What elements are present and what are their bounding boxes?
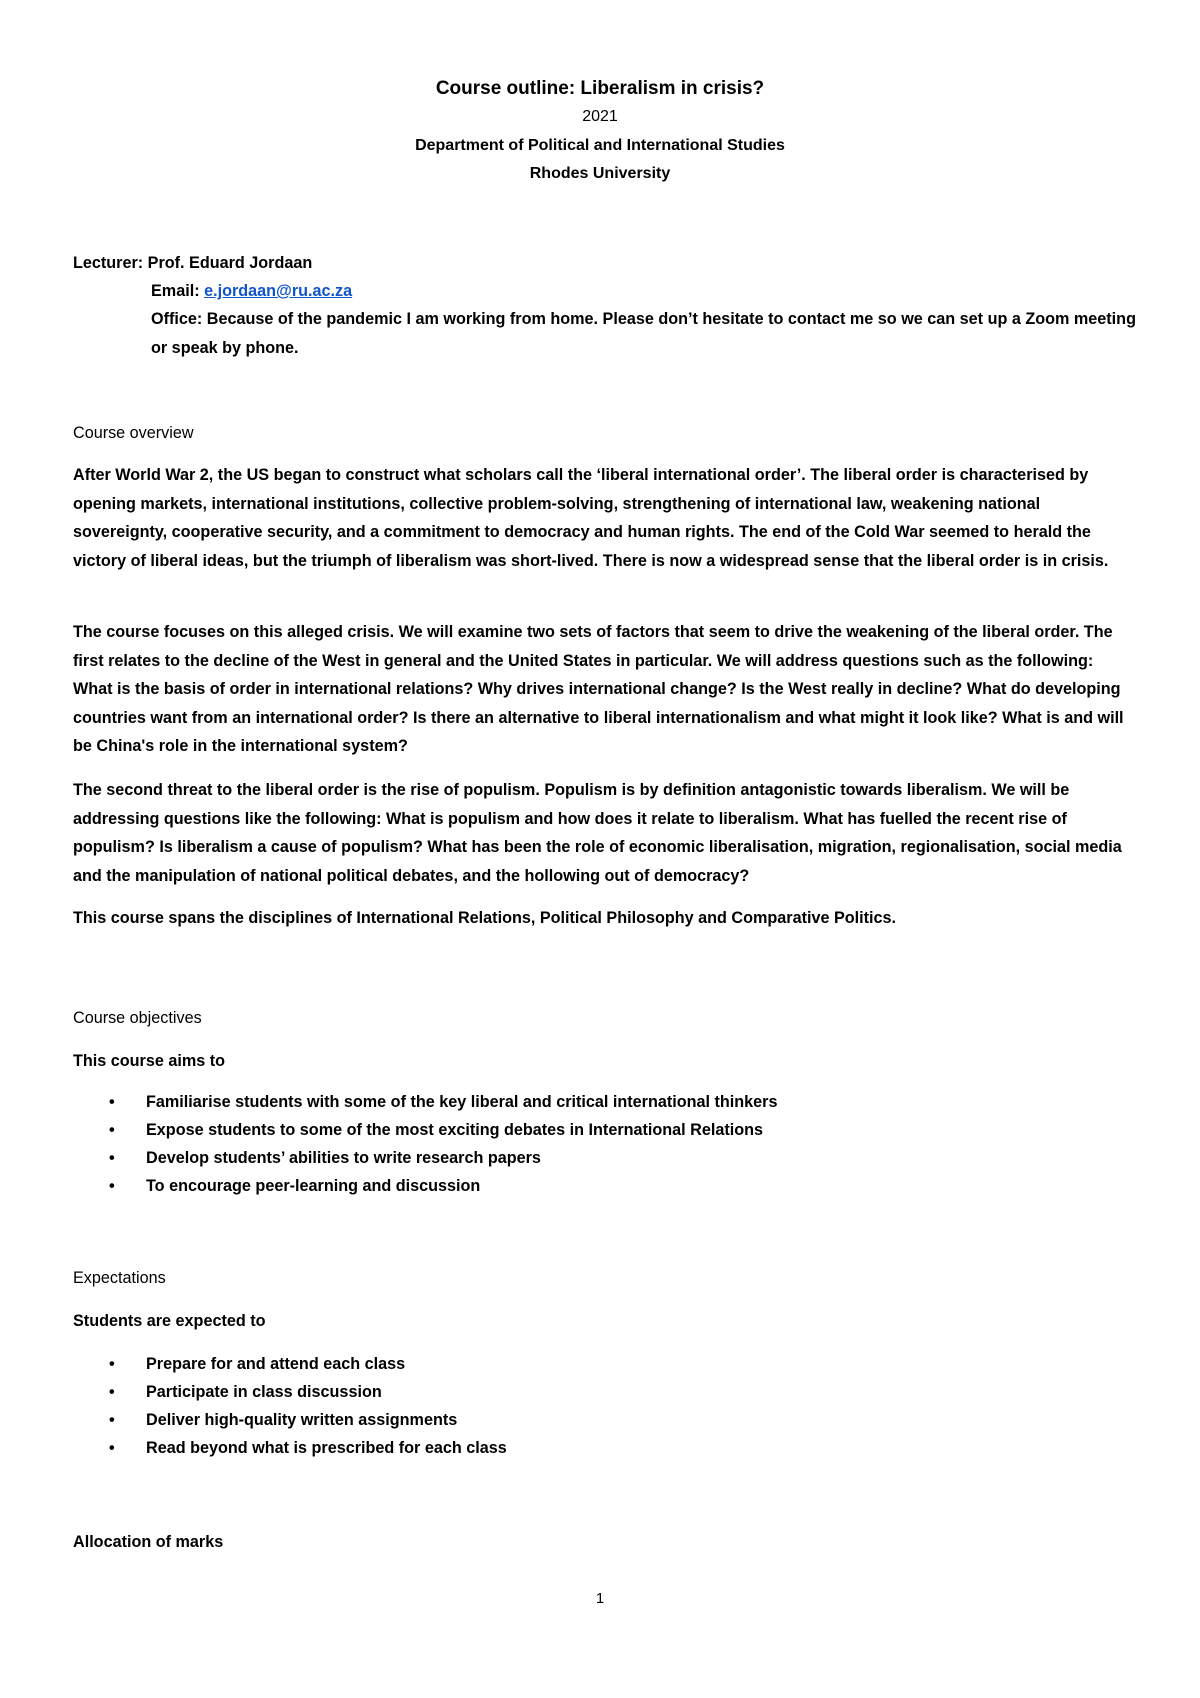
list-item: • To encourage peer-learning and discussion xyxy=(73,1172,1135,1200)
email-line xyxy=(151,277,1141,306)
bullet-icon: • xyxy=(109,1121,115,1139)
course-objectives-heading: Course objectives xyxy=(73,1009,202,1027)
list-item: • Develop students’ abilities to write research papers xyxy=(73,1144,1135,1172)
overview-paragraph: This course spans the disciplines of International Relations, Political Philosophy and Comparative Politics. xyxy=(73,909,897,927)
list-item: • Prepare for and attend each class xyxy=(73,1350,1135,1378)
overview-paragraph: The second threat to the liberal order is the rise of populism. Populism is by definition antagonistic towards liberalism. We will be addressing questions like the following: What is populism and how does it relate to liberalism. What has fuelled the recent rise of populism? Is liberalism a cause of populism? What has been the role of economic liberalisation, migration, regionalisation, social media and the manipulation of national political debates, and the hollowing out of democracy? xyxy=(73,781,1122,885)
expectations-heading: Expectations xyxy=(73,1269,166,1287)
bullet-icon: • xyxy=(109,1177,115,1195)
page-title: Course outline: Liberalism in crisis? xyxy=(435,78,765,99)
department-name: Department of Political and International Studies xyxy=(415,137,785,154)
bullet-icon: • xyxy=(109,1411,115,1429)
list-item: • Expose students to some of the most exciting debates in International Relations xyxy=(73,1116,1135,1144)
course-year: 2021 xyxy=(582,108,618,125)
objectives-list xyxy=(73,1088,1135,1200)
email-label: Email: xyxy=(151,282,205,300)
university-name: Rhodes University xyxy=(529,165,671,182)
list-item: • Read beyond what is prescribed for each class xyxy=(73,1434,1135,1462)
list-item: • Participate in class discussion xyxy=(73,1378,1135,1406)
allocation-of-marks-heading: Allocation of marks xyxy=(73,1533,224,1551)
overview-paragraph: The course focuses on this alleged crisis. We will examine two sets of factors that seem to drive the weakening of the liberal order. The first relates to the decline of the West in general and the United States in particular. We will address questions such as the following: What is the basis of order in international relations? Why drives international change? Is the West really in decline? What do developing countries want from an international order? Is there an alternative to liberal internationalism and what might it look like? What is and will be China's role in the international system? xyxy=(73,623,1124,755)
course-overview-heading: Course overview xyxy=(73,424,194,442)
expectations-list xyxy=(73,1350,1135,1462)
email-link[interactable]: e.jordaan@ru.ac.za xyxy=(204,282,353,300)
objectives-intro: This course aims to xyxy=(73,1052,226,1070)
bullet-icon: • xyxy=(109,1149,115,1167)
page-number: 1 xyxy=(595,1590,605,1607)
lecturer-line: Lecturer: Prof. Eduard Jordaan xyxy=(73,254,313,272)
bullet-icon: • xyxy=(109,1439,115,1457)
overview-paragraph: After World War 2, the US began to construct what scholars call the ‘liberal international order’. The liberal order is characterised by opening markets, international institutions, collective problem-solving, strengthening of international law, weakening national sovereignty, cooperative security, and a commitment to democracy and human rights. The end of the Cold War seemed to herald the victory of liberal ideas, but the triumph of liberalism was short-lived. There is now a widespread sense that the liberal order is in crisis. xyxy=(73,466,1109,570)
expectations-intro: Students are expected to xyxy=(73,1312,266,1330)
list-item: • Deliver high-quality written assignments xyxy=(73,1406,1135,1434)
bullet-icon: • xyxy=(109,1383,115,1401)
bullet-icon: • xyxy=(109,1093,115,1111)
office-info: Office: Because of the pandemic I am working from home. Please don’t hesitate to contact me so we can set up a Zoom meeting or speak by phone. xyxy=(151,310,1136,357)
list-item: • Familiarise students with some of the key liberal and critical international thinkers xyxy=(73,1088,1135,1116)
bullet-icon: • xyxy=(109,1355,115,1373)
